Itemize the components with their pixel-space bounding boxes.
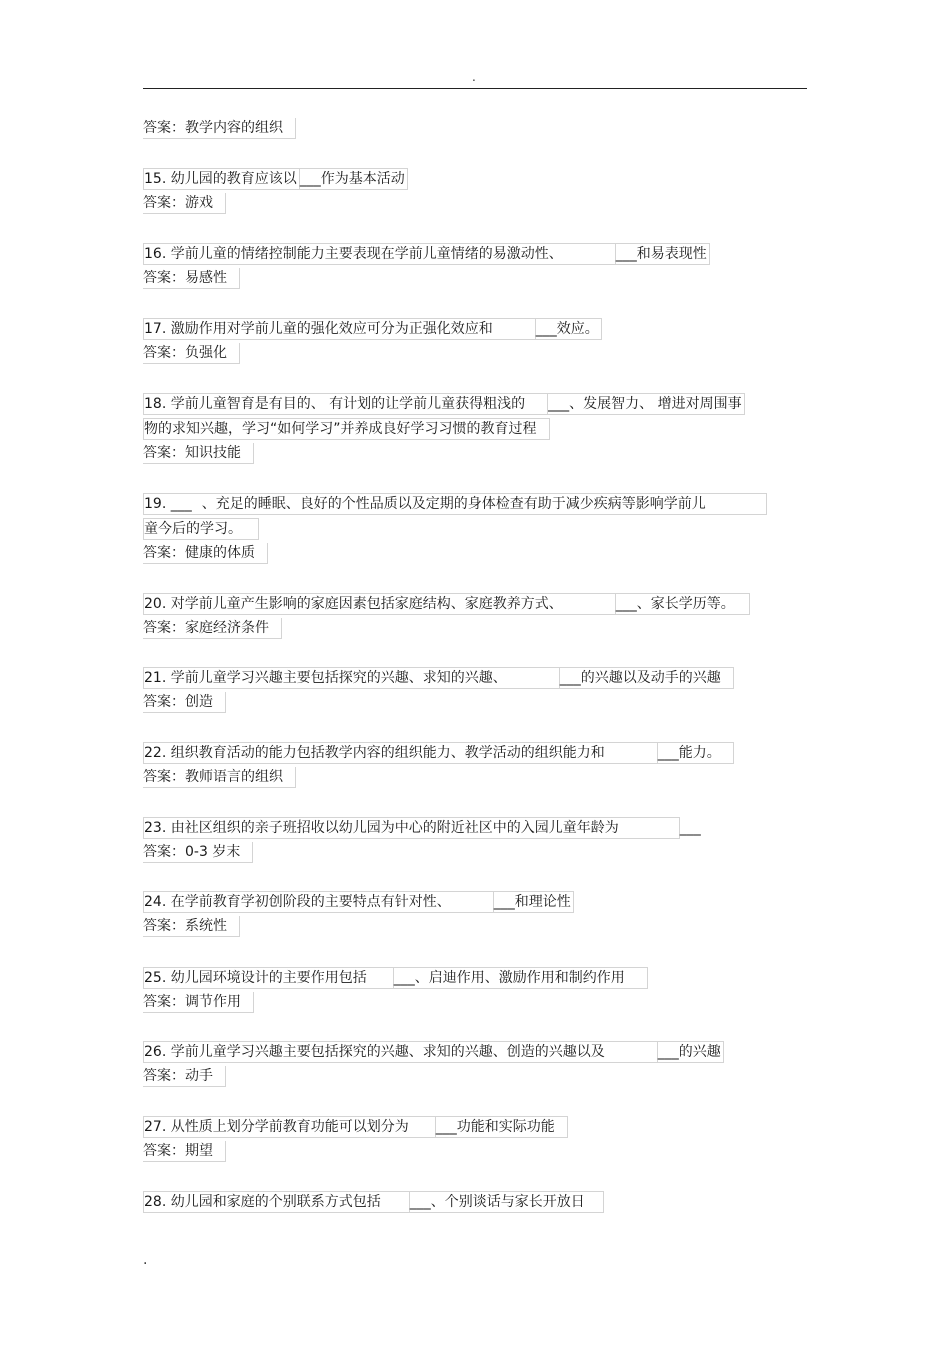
question-number: 20.	[144, 596, 167, 612]
answer-26	[143, 1066, 226, 1088]
blank: ___	[657, 745, 679, 761]
question-box	[658, 1041, 724, 1063]
question-text: 学前儿童智育是有目的、 有计划的让学前儿童获得粗浅的	[170, 396, 526, 412]
question-box	[658, 742, 734, 764]
blank: ___	[170, 496, 192, 512]
answer-15	[143, 193, 226, 215]
blank: ___	[615, 596, 637, 612]
blank: ___	[393, 970, 415, 986]
answer-box	[143, 343, 240, 364]
question-box	[143, 742, 658, 764]
answer-25	[143, 992, 254, 1014]
question-number: 22.	[144, 745, 167, 761]
question-box	[536, 318, 602, 340]
question-box	[560, 667, 734, 689]
answer-label: 答案：	[143, 1143, 185, 1159]
answer-27	[143, 1141, 226, 1163]
question-box	[143, 418, 550, 440]
question-19	[143, 493, 767, 515]
answer-21	[143, 692, 226, 714]
blank: ___	[493, 894, 515, 910]
answer-text: 0-3 岁末	[185, 844, 241, 860]
question-box	[143, 518, 259, 540]
answer-text: 创造	[185, 694, 213, 710]
question-26	[143, 1041, 724, 1063]
question-box	[143, 1191, 410, 1213]
answer-text: 教师语言的组织	[185, 769, 283, 785]
question-number: 19.	[144, 496, 167, 512]
question-box	[410, 1191, 604, 1213]
blank: ___	[548, 396, 570, 412]
question-box	[616, 593, 750, 615]
question-text: 从性质上划分学前教育功能可以划分为	[170, 1119, 409, 1135]
answer-text: 调节作用	[185, 994, 241, 1010]
question-box	[300, 168, 408, 190]
answer-box	[143, 767, 296, 788]
question-box	[494, 891, 574, 913]
question-text: 、个别谈话与家长开放日	[430, 1194, 585, 1210]
question-text: 在学前教育学初创阶段的主要特点有针对性、	[170, 894, 451, 910]
answer-text: 游戏	[185, 195, 213, 211]
question-22	[143, 742, 734, 764]
question-number: 16.	[144, 246, 167, 262]
question-text: 组织教育活动的能力包括教学内容的组织能力、教学活动的组织能力和	[170, 745, 605, 761]
footer-mark: .	[143, 1252, 148, 1268]
question-box	[143, 667, 560, 689]
question-text: 学前儿童学习兴趣主要包括探究的兴趣、求知的兴趣、创造的兴趣以及	[170, 1044, 605, 1060]
question-text: 童今后的学习。	[144, 521, 242, 537]
question-27	[143, 1116, 568, 1138]
answer-box	[143, 916, 240, 937]
header-rule	[143, 88, 807, 89]
question-number: 24.	[144, 894, 167, 910]
question-number: 17.	[144, 321, 167, 337]
question-25	[143, 967, 648, 989]
answer-19	[143, 543, 268, 565]
answer-text: 动手	[185, 1068, 213, 1084]
question-text: 功能和实际功能	[456, 1119, 555, 1135]
answer-16	[143, 268, 240, 290]
answer-text: 知识技能	[185, 445, 241, 461]
question-20	[143, 593, 750, 615]
answer-box	[143, 443, 254, 464]
answer-label: 答案：	[143, 844, 185, 860]
question-text: 物的求知兴趣，学习“如何学习”并养成良好学习习惯的教育过程	[144, 421, 537, 437]
answer-text: 期望	[185, 1143, 213, 1159]
answer-box	[143, 118, 296, 139]
question-text: 学前儿童的情绪控制能力主要表现在学前儿童情绪的易激动性、	[170, 246, 563, 262]
question-19-cont	[143, 518, 259, 540]
question-text: 、充足的睡眠、良好的个性品质以及定期的身体检查有助于减少疾病等影响学前儿	[201, 496, 706, 512]
question-number: 15.	[144, 171, 167, 187]
answer-label: 答案：	[143, 270, 185, 286]
answer-22	[143, 767, 296, 789]
answer-17	[143, 343, 240, 365]
question-box	[143, 1116, 436, 1138]
question-24	[143, 891, 574, 913]
blank: ___	[615, 246, 637, 262]
question-text: 激励作用对学前儿童的强化效应可分为正强化效应和	[170, 321, 493, 337]
question-17	[143, 318, 602, 340]
question-box	[143, 1041, 658, 1063]
answer-label: 答案：	[143, 994, 185, 1010]
answer-box	[143, 193, 226, 214]
question-15	[143, 168, 408, 190]
answer-box	[143, 268, 240, 289]
answer-label: 答案：	[143, 1068, 185, 1084]
question-text: 的兴趣以及动手的兴趣	[580, 670, 721, 686]
answer-20	[143, 618, 282, 640]
question-text: 幼儿园环境设计的主要作用包括	[170, 970, 367, 986]
question-text: 幼儿园和家庭的个别联系方式包括	[170, 1194, 381, 1210]
header-mark: .	[472, 70, 476, 84]
blank: ___	[299, 171, 321, 187]
question-box	[143, 817, 680, 839]
answer-line-top	[143, 118, 296, 140]
question-text: 、启迪作用、激励作用和制约作用	[414, 970, 625, 986]
question-number: 23.	[144, 820, 167, 836]
question-number: 18.	[144, 396, 167, 412]
question-28	[143, 1191, 604, 1213]
answer-box	[143, 842, 253, 863]
answer-label: 答案：	[143, 345, 185, 361]
question-text: 和易表现性	[636, 246, 707, 262]
blank: ___	[657, 1044, 679, 1060]
question-text: 对学前儿童产生影响的家庭因素包括家庭结构、家庭教养方式、	[170, 596, 563, 612]
question-text: 和理论性	[514, 894, 571, 910]
question-text: 的兴趣	[678, 1044, 721, 1060]
answer-box	[143, 618, 282, 639]
answer-text: 健康的体质	[185, 545, 255, 561]
answer-label: 答案：	[143, 620, 185, 636]
question-box	[143, 168, 300, 190]
question-box	[616, 243, 710, 265]
question-number: 26.	[144, 1044, 167, 1060]
answer-label: 答案：	[143, 195, 185, 211]
answer-text: 负强化	[185, 345, 227, 361]
question-box	[143, 318, 536, 340]
blank: ___	[435, 1119, 457, 1135]
answer-text: 家庭经济条件	[185, 620, 269, 636]
question-text: 能力。	[678, 745, 721, 761]
question-text: 效应。	[556, 321, 599, 337]
answer-label: 答案：	[143, 445, 185, 461]
answer-label: 答案：	[143, 694, 185, 710]
question-box	[143, 243, 616, 265]
answer-box	[143, 1141, 226, 1162]
question-box	[143, 967, 394, 989]
answer-label: 答案：	[143, 918, 185, 934]
answer-text: 教学内容的组织	[185, 120, 283, 136]
question-text: 、家长学历等。	[636, 596, 735, 612]
question-text: 学前儿童学习兴趣主要包括探究的兴趣、求知的兴趣、	[170, 670, 507, 686]
answer-label: 答案：	[143, 545, 185, 561]
question-text: 由社区组织的亲子班招收以幼儿园为中心的附近社区中的入园儿童年龄为	[170, 820, 619, 836]
answer-box	[143, 1066, 226, 1087]
question-number: 28.	[144, 1194, 167, 1210]
question-box	[394, 967, 648, 989]
question-text: 作为基本活动	[320, 171, 405, 187]
answer-box	[143, 692, 226, 713]
question-text: 、发展智力、 增进对周围事	[569, 396, 742, 412]
question-21	[143, 667, 734, 689]
question-23	[143, 817, 701, 839]
question-18	[143, 393, 745, 415]
question-number: 27.	[144, 1119, 167, 1135]
question-box	[143, 593, 616, 615]
question-box	[548, 393, 744, 415]
question-16	[143, 243, 710, 265]
blank: ___	[409, 1194, 431, 1210]
question-box	[143, 891, 494, 913]
question-number: 25.	[144, 970, 167, 986]
answer-18	[143, 443, 254, 465]
answer-box	[143, 543, 268, 564]
answer-24	[143, 916, 240, 938]
question-number: 21.	[144, 670, 167, 686]
question-18-cont	[143, 418, 550, 440]
blank: ___	[679, 820, 701, 836]
blank: ___	[535, 321, 557, 337]
answer-label: 答案：	[143, 120, 185, 136]
answer-text: 系统性	[185, 918, 227, 934]
answer-23	[143, 842, 253, 864]
blank: ___	[559, 670, 581, 686]
question-text: 幼儿园的教育应该以	[170, 171, 297, 187]
answer-label: 答案：	[143, 769, 185, 785]
question-box	[143, 493, 767, 515]
answer-box	[143, 992, 254, 1013]
question-box	[143, 393, 548, 415]
question-box	[436, 1116, 568, 1138]
answer-text: 易感性	[185, 270, 227, 286]
